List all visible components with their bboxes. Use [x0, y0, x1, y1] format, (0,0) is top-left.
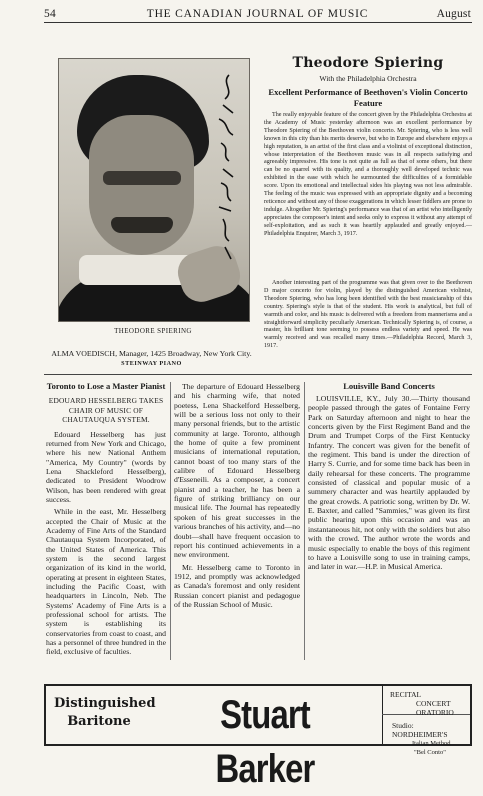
portrait-photo	[58, 58, 250, 322]
ad-services	[388, 690, 468, 757]
review-paragraph-1: The really enjoyable feature of the concert given by the Philadelphia Orchestra at the Academy of Music yesterday afternoon was an excellent performance by Theodore Spiering of the Beethoven violin concerto. Mr. Spiering, who is less well known in this city than his merits deserve, but who in Europe and elsewhere enjoys a high reputation, is an artist of the first class and a violinist of exceptional distinction, whose interpretation of the Beethoven music was in all respects satisfying and agreeably impressive. His tone is not quite as full as that of some others, but there can be no quarrel with its quality, and a thoroughly well developed technic was exhibited in the ease with which he surmounted the difficulties of a formidable score. Upon its emotional and intellectual sides his playing was not less admirable. The feeling of the music was expressed with an appropriate dignity and a becoming reticence and without any of those exaggerations in which lesser fiddlers are prone to indulge. Altogether Mr. Spiering's performance was that of an artist who intelligently appreciates the composer's intent and seeks only to express it without any attempt of self-exploitation, and as such it was heartily applauded and greatly enjoyed.—Philadelphia Enquirer, March 3, 1917.	[264, 112, 472, 237]
ad-recital: RECITAL	[390, 690, 422, 699]
ad-distinguished: Distinguished	[54, 696, 156, 711]
column-divider	[170, 382, 171, 660]
column-3-headline: Louisville Band Concerts	[343, 381, 435, 391]
header-rule	[44, 22, 472, 23]
column-2	[174, 382, 300, 612]
ad-studio: Studio: NORDHEIMER'S	[392, 721, 448, 739]
column-3-paragraph: LOUISVILLE, KY., July 30.—Thirty thousand people passed through the gates of Fontaine Ferry Park on Saturday afternoon and night to hear the concerts given by the First Regiment Band and the Drum and Trumpet Corps of the First Kentucky Infantry. The concert was given for the benefit of the regiment. This band is under the direction of Harry S. Currie, and for some time back has been in daily rehearsal for these concerts. The programme consisted of classical and popular music of a summery character and was heartily applauded by the great crowds. A patriotic song, written by Dr. W. E. Baxter, and called "Sammies," was given its first public hearing upon this occasion and was an instantaneous hit, not only with the soldiers but also with the crowd. The author wrote the words and music especially to enable the boys of this regiment to have a Louisville song to use in training camps, and later in war.—H.P. in Musical America.	[308, 394, 470, 572]
column-1-headline: Toronto to Lose a Master Pianist	[46, 381, 166, 391]
column-divider	[304, 382, 305, 660]
autograph-signature	[199, 69, 247, 269]
page-number: 54	[44, 8, 56, 20]
article-subtitle: With the Philadelphia Orchestra	[319, 74, 417, 83]
column-1-body	[46, 430, 166, 657]
review-paragraph-2: Another interesting part of the programme was that given over to the Beethoven D major concerto for violin, played by the distinguished American violinist, Theodore Spiering, who has long been identified with the best musicianship of this country. Spiering's style is that of the student. His work is analytical, but full of warmth and color, and his music is delivered with a freedom from mannerisms and a straightforward simplicity peculiarly American. Technically Spiering is, of course, a master, his brilliant tone seeming to possess endless variety and speed. He was warmly received and was recalled many times.—Philadelphia Record, March 3, 1917.	[264, 280, 472, 350]
ad-artist-name: Stuart Barker	[215, 693, 315, 791]
column-3	[308, 381, 470, 575]
piano-credit: STEINWAY PIANO	[121, 360, 182, 367]
journal-title: THE CANADIAN JOURNAL OF MUSIC	[146, 8, 369, 20]
column-3-body	[308, 394, 470, 572]
ad-concert: CONCERT	[416, 699, 451, 708]
column-2-paragraph: Mr. Hesselberg came to Toronto in 1912, and promptly was acknowledged as Canada's foremost and only resident Russian concert pianist and pedagogue of the Russian School of Music.	[174, 562, 300, 609]
article-headline: Excellent Performance of Beethoven's Violin Concerto Feature	[268, 87, 468, 108]
ad-baritone: Baritone	[67, 714, 131, 729]
column-1-paragraph: While in the east, Mr. Hesselberg accepted the Chair of Music at the Academy of Fine Arts of the Standard Chautauqua System Incorporated, of the United States of America. This system is the second largest organization of its kind in the world, operating at present in eighteen States, including the Pacific Coast, with headquarters in Lincoln, Neb. The Systems' Academy of Fine Arts is a professional school for artists. The system is establishing its conservatories from coast to coast, and has a personnel of three hundred in the field, exclusive of faculties.	[46, 507, 166, 657]
photo-caption: THEODORE SPIERING	[114, 327, 192, 335]
ad-method: Italian Method	[412, 740, 451, 747]
column-1-paragraph: Edouard Hesselberg has just returned from New York and Chicago, where his new National Anthem "America, My Country" (words by Lena Shackleford Hesselberg), dedicated to President Woodrow Wilson, has been rendered with great success.	[46, 429, 166, 504]
column-1	[46, 381, 166, 660]
ad-title	[54, 695, 156, 731]
ad-oratorio: ORATORIO	[416, 708, 454, 717]
article-title: Theodore Spiering	[292, 55, 444, 71]
section-rule	[44, 374, 472, 375]
ad-bel-canto: "Bel Conto"	[414, 749, 446, 756]
manager-line	[44, 349, 259, 369]
advertisement	[44, 684, 472, 791]
running-header	[44, 6, 471, 22]
issue-month: August	[436, 8, 471, 20]
column-2-body	[174, 382, 300, 609]
column-1-deck: EDOUARD HESSELBERG TAKES CHAIR OF MUSIC OF CHAUTAUQUA SYSTEM.	[48, 396, 164, 424]
ad-divider	[382, 686, 383, 744]
manager-address: ALMA VOEDISCH, Manager, 1425 Broadway, New York City.	[51, 349, 252, 358]
column-2-paragraph: The departure of Edouard Hesselberg and his charming wife, that noted poetess, Lena Shackelford Hesselberg, will be a serious loss not only to their many personal friends, but to the artistic community at large. Toronto, although the home of quite a few prominent musicians of international reputation, cannot boast of too many stars of the calibre of Edouard Hesselberg d'Esseneili. As a composer, a concert pianist and a teacher, he has been a figure of striking brilliancy on our musical life. The Journal has repeatedly spoken of his great successes in the various branches of his activity, and—no doubt—shall have frequent occasion to report his continued achievements in a new environment.	[174, 382, 300, 560]
